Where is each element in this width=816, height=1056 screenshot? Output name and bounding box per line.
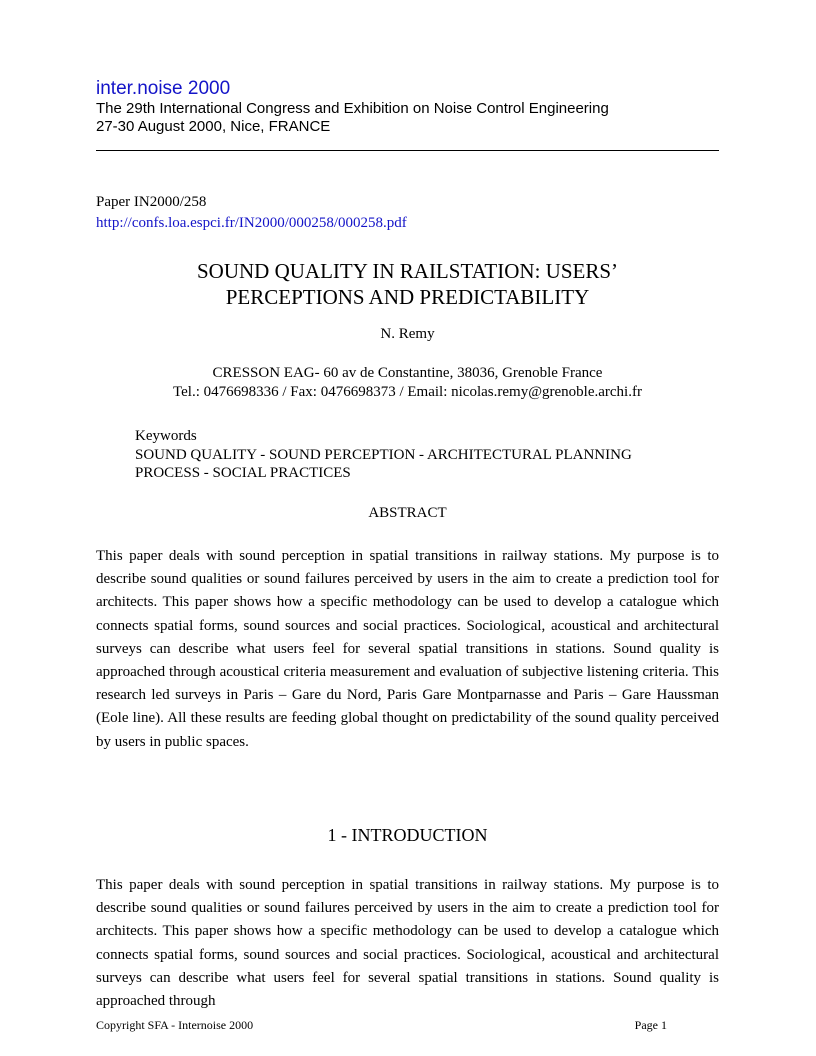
- paper-title-line-1: SOUND QUALITY IN RAILSTATION: USERS’: [196, 259, 619, 283]
- affiliation-contact: Tel.: 0476698336 / Fax: 0476698373 / Email: nicolas.remy@grenoble.archi.fr: [173, 384, 642, 400]
- abstract-heading: ABSTRACT: [368, 505, 447, 521]
- abstract-text: This paper deals with sound perception in spatial transitions in railway stations. My purpose is to describe sound qualities or sound failures perceived by users in the aim to create a prediction tool for architects. This paper shows how a specific methodology can be used to develop a catalogue which connects spatial forms, sound sources and social practices. Sociological, acoustical and architectural surveys can describe what users feel for several spatial transitions in stations. Sound quality is approached through acoustical criteria measurement and evaluation of subjective listening criteria. This research led surveys in Paris – Gare du Nord, Paris Gare Montparnasse and Paris – Gare Haussman (Eole line). All these results are feeding global thought on predictability of the sound quality perceived by users in public spaces.: [96, 548, 719, 750]
- author: N. Remy: [380, 326, 435, 342]
- conference-name: inter.noise 2000: [96, 78, 231, 99]
- affiliation-address: CRESSON EAG- 60 av de Constantine, 38036, Grenoble France: [212, 365, 603, 381]
- paper-title-line-2: PERCEPTIONS AND PREDICTABILITY: [225, 285, 590, 309]
- introduction-heading: 1 - INTRODUCTION: [327, 825, 488, 845]
- conference-full-title: The 29th International Congress and Exhibition on Noise Control Engineering: [96, 100, 609, 117]
- paper-url-link[interactable]: http://confs.loa.espci.fr/IN2000/000258/000258.pdf: [96, 215, 407, 231]
- footer-copyright: Copyright SFA - Internoise 2000: [96, 1018, 254, 1032]
- introduction-text: This paper deals with sound perception in spatial transitions in railway stations. My purpose is to describe sound qualities or sound failures perceived by users in the aim to create a prediction tool for architects. This paper shows how a specific methodology can be used to develop a catalogue which connects spatial forms, sound sources and social practices. Sociological, acoustical and architectural surveys can describe what users feel for several spatial transitions in stations. Sound quality is approached through: [96, 877, 719, 1010]
- keywords-line-2: PROCESS - SOCIAL PRACTICES: [135, 465, 351, 481]
- paper-title: [96, 258, 719, 310]
- header-divider: [96, 150, 719, 151]
- affiliation: [96, 364, 719, 402]
- footer-page-number: Page 1: [634, 1018, 667, 1032]
- conference-date-place: 27-30 August 2000, Nice, FRANCE: [96, 118, 331, 135]
- conference-header: [96, 77, 720, 136]
- paper-id: Paper IN2000/258: [96, 194, 207, 210]
- keywords-block: [135, 427, 725, 483]
- keywords-label: Keywords: [135, 428, 197, 444]
- keywords-line-1: SOUND QUALITY - SOUND PERCEPTION - ARCHITECTURAL PLANNING: [135, 446, 632, 463]
